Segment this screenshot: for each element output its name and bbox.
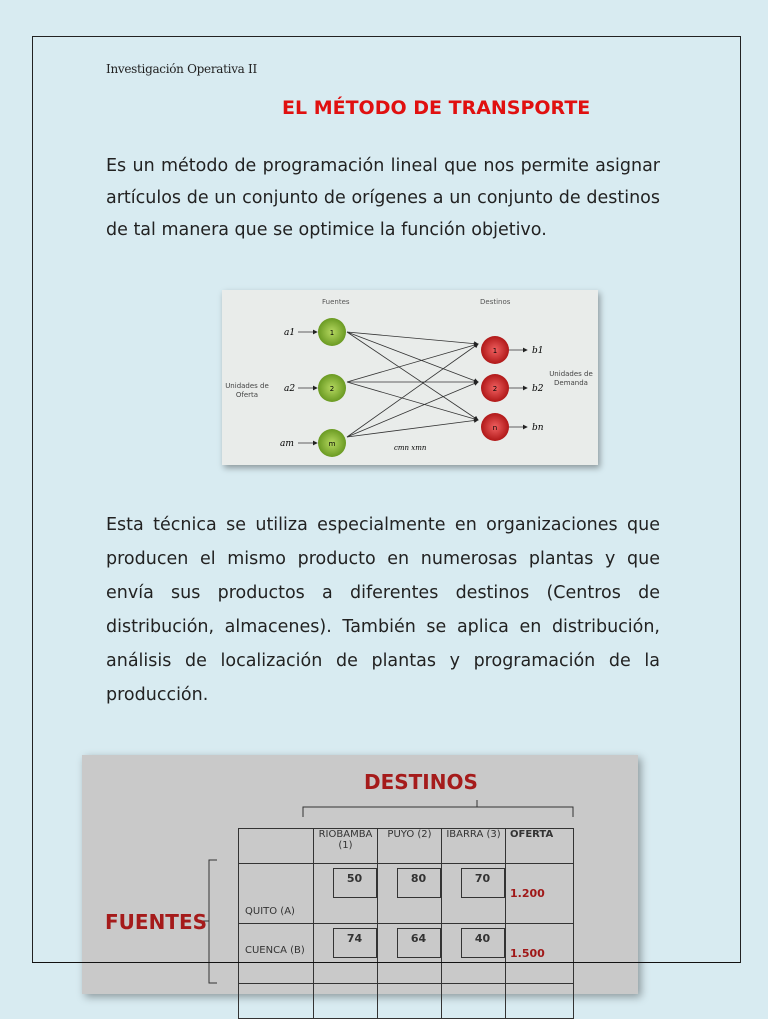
dest-node-2: 2 bbox=[492, 385, 498, 393]
dest-label-2: b2 bbox=[532, 384, 544, 394]
edge-label: cmn xmn bbox=[394, 444, 427, 452]
text: QUITO (A) bbox=[239, 864, 314, 924]
table-row bbox=[239, 924, 574, 984]
transport-table-image bbox=[82, 755, 638, 994]
header-puyo: PUYO (2) bbox=[378, 829, 442, 864]
source-label-1: a1 bbox=[284, 328, 296, 338]
running-header: Investigación Operativa II bbox=[106, 62, 257, 76]
text: 40 bbox=[461, 928, 505, 958]
text: 50 bbox=[333, 868, 377, 898]
header-ibarra: IBARRA (3) bbox=[442, 829, 506, 864]
footer-line bbox=[32, 962, 740, 963]
dest-node-n: n bbox=[492, 424, 498, 432]
destinos-label: Destinos bbox=[480, 298, 511, 306]
paragraph-applications: Esta técnica se utiliza especialmente en organizaciones que producen el mismo producto en numerosas plantas y que envía sus productos a diferentes destinos (Centros de distribución, almacenes). También se aplica en distribución, análisis de localización de plantas y programación de la producción. bbox=[106, 515, 660, 705]
header-riobamba: RIOBAMBA (1) bbox=[314, 829, 378, 864]
oferta-label: Unidades de Oferta bbox=[225, 382, 269, 399]
transport-network-diagram bbox=[222, 290, 598, 465]
dest-label-n: bn bbox=[532, 423, 544, 433]
source-nodes bbox=[280, 318, 346, 457]
text: 1.200 bbox=[506, 864, 574, 924]
text: 74 bbox=[333, 928, 377, 958]
fuentes-label: Fuentes bbox=[322, 298, 350, 306]
paragraph-intro: Es un método de programación lineal que nos permite asignar artículos de un conjunto de orígenes a un conjunto de destinos de tal manera que se optimice la función objetivo. bbox=[106, 156, 660, 240]
source-label-m: am bbox=[280, 439, 294, 449]
source-node-1: 1 bbox=[329, 329, 335, 337]
cost-table bbox=[238, 828, 574, 1019]
text: 1.500 bbox=[506, 924, 574, 984]
destinos-heading: DESTINOS bbox=[364, 770, 478, 794]
page-title: EL MÉTODO DE TRANSPORTE bbox=[282, 97, 591, 119]
demanda-label: Unidades de Demanda bbox=[549, 370, 593, 387]
dest-node-1: 1 bbox=[492, 347, 498, 355]
source-node-2: 2 bbox=[329, 385, 335, 393]
text: 70 bbox=[461, 868, 505, 898]
text: 80 bbox=[397, 868, 441, 898]
fuentes-heading: FUENTES bbox=[105, 910, 208, 934]
table-row bbox=[239, 864, 574, 924]
text: 64 bbox=[397, 928, 441, 958]
header-oferta: OFERTA bbox=[506, 829, 574, 864]
dest-label-1: b1 bbox=[532, 346, 544, 356]
text: CUENCA (B) bbox=[239, 924, 314, 984]
source-node-m: m bbox=[328, 440, 336, 448]
destination-nodes bbox=[481, 336, 544, 441]
source-label-2: a2 bbox=[284, 384, 296, 394]
